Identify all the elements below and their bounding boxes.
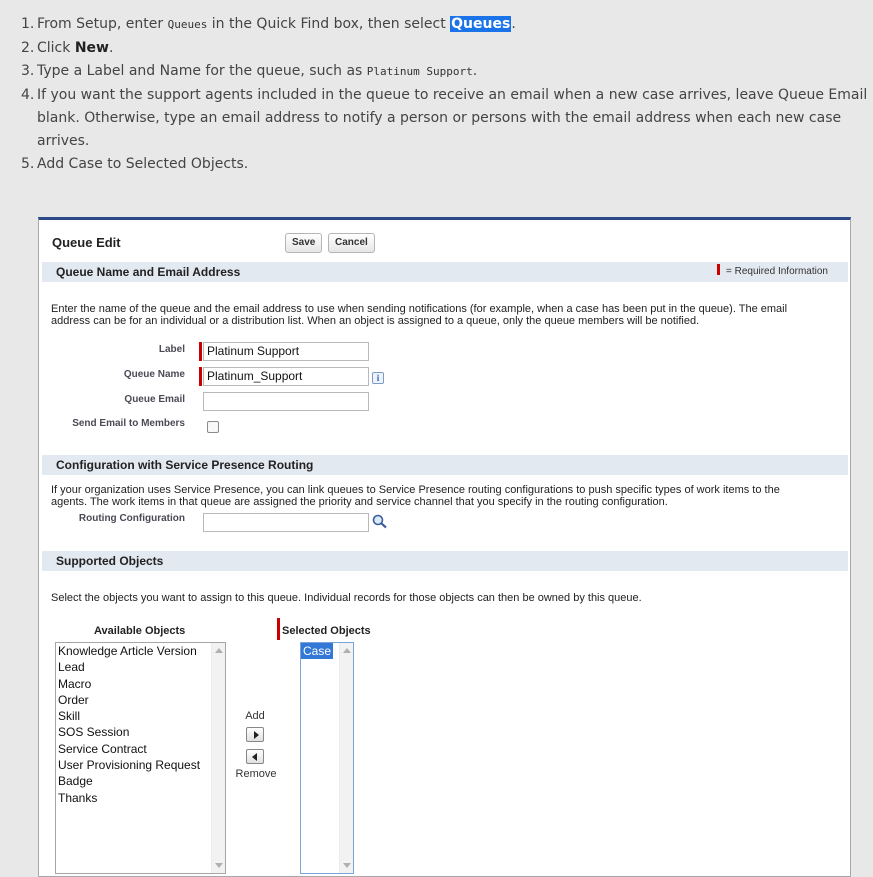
list-item[interactable]: Case: [303, 644, 332, 658]
arrow-right-icon: [254, 731, 259, 739]
queue-email-field-label: Queue Email: [124, 394, 185, 405]
label-field-label: Label: [158, 344, 185, 355]
selected-objects-list[interactable]: [300, 642, 354, 874]
queue-edit-panel: [38, 217, 851, 877]
section-description: Enter the name of the queue and the email address to use when sending notifications (for example, when a case has been put in the queue). The email address can be for an individual or a distribution list. When an object is assigned to a queue, only the queue members will be notified.: [51, 303, 788, 327]
scroll-down-icon[interactable]: [343, 863, 351, 868]
step-code: Queues: [167, 18, 208, 31]
list-item[interactable]: Macro: [58, 676, 92, 691]
send-email-field-label: Send Email to Members: [72, 418, 185, 429]
send-email-checkbox[interactable]: [207, 421, 219, 433]
list-item[interactable]: Service Contract: [58, 741, 147, 756]
list-item[interactable]: Skill: [58, 709, 81, 724]
step-code: Platinum Support: [366, 65, 473, 78]
section-description: Select the objects you want to assign to this queue. Individual records for those objects can then be owned by this queue.: [51, 592, 642, 604]
step-4: 4. If you want the support agents included in the queue to receive an email when a new case arrives, leave Queue Email blank. Otherwise, type an email address to notify a person or persons with the email address when each new case arrives.: [21, 87, 868, 149]
info-icon[interactable]: i: [372, 372, 384, 384]
required-info-legend: = Required Information: [717, 262, 828, 282]
remove-label: Remove: [235, 768, 277, 780]
lookup-icon[interactable]: [372, 514, 388, 529]
section-description: If your organization uses Service Presence, you can link queues to Service Presence routing configurations to push specific types of work items to the agents. The work items in that queue are assigned the priority and service channel that you specify in the routing configuration.: [51, 484, 780, 508]
step-1: 1. From Setup, enter Queues in the Quick Find box, then select Queues.: [21, 16, 516, 32]
scroll-up-icon[interactable]: [215, 648, 223, 653]
add-button[interactable]: [246, 727, 264, 742]
add-label: Add: [245, 710, 265, 722]
scrollbar[interactable]: [339, 643, 353, 873]
arrow-left-icon: [252, 753, 257, 761]
scroll-down-icon[interactable]: [215, 863, 223, 868]
required-marker: [199, 342, 202, 361]
cancel-button[interactable]: Cancel: [328, 233, 375, 253]
step-2: 2. Click New.: [21, 40, 114, 56]
label-input[interactable]: Platinum Support: [203, 342, 369, 361]
page-title: Queue Edit: [52, 235, 121, 250]
highlighted-term: Queues: [451, 16, 511, 32]
required-marker: [277, 618, 280, 640]
step-5: 5. Add Case to Selected Objects.: [21, 156, 249, 172]
list-item[interactable]: SOS Session: [58, 725, 130, 740]
queue-name-field-label: Queue Name: [123, 369, 185, 380]
required-marker: [199, 367, 202, 386]
scroll-up-icon[interactable]: [343, 648, 351, 653]
queue-email-input[interactable]: [203, 392, 369, 411]
list-item[interactable]: Order: [58, 692, 89, 707]
list-item[interactable]: User Provisioning Request: [58, 758, 201, 773]
remove-button[interactable]: [246, 749, 264, 764]
selected-objects-header: Selected Objects: [282, 625, 371, 637]
save-button[interactable]: Save: [285, 233, 322, 253]
section-header-routing: Configuration with Service Presence Routing: [42, 455, 848, 475]
routing-configuration-label: Routing Configuration: [78, 513, 185, 524]
available-objects-list[interactable]: [55, 642, 226, 874]
section-header-supported-objects: Supported Objects: [42, 551, 848, 571]
list-item[interactable]: Thanks: [58, 790, 98, 805]
queue-name-input[interactable]: Platinum_Support: [203, 367, 369, 386]
list-item[interactable]: Badge: [58, 774, 93, 789]
section-header-queue-name: Queue Name and Email Address = Required Information: [42, 262, 848, 282]
required-marker-icon: [717, 264, 720, 275]
step-3: 3. Type a Label and Name for the queue, such as Platinum Support.: [21, 63, 478, 79]
list-item[interactable]: Lead: [58, 660, 85, 675]
list-item[interactable]: Knowledge Article Version: [58, 644, 197, 658]
available-objects-header: Available Objects: [94, 625, 186, 637]
scrollbar[interactable]: [211, 643, 225, 873]
routing-configuration-input[interactable]: [203, 513, 369, 532]
